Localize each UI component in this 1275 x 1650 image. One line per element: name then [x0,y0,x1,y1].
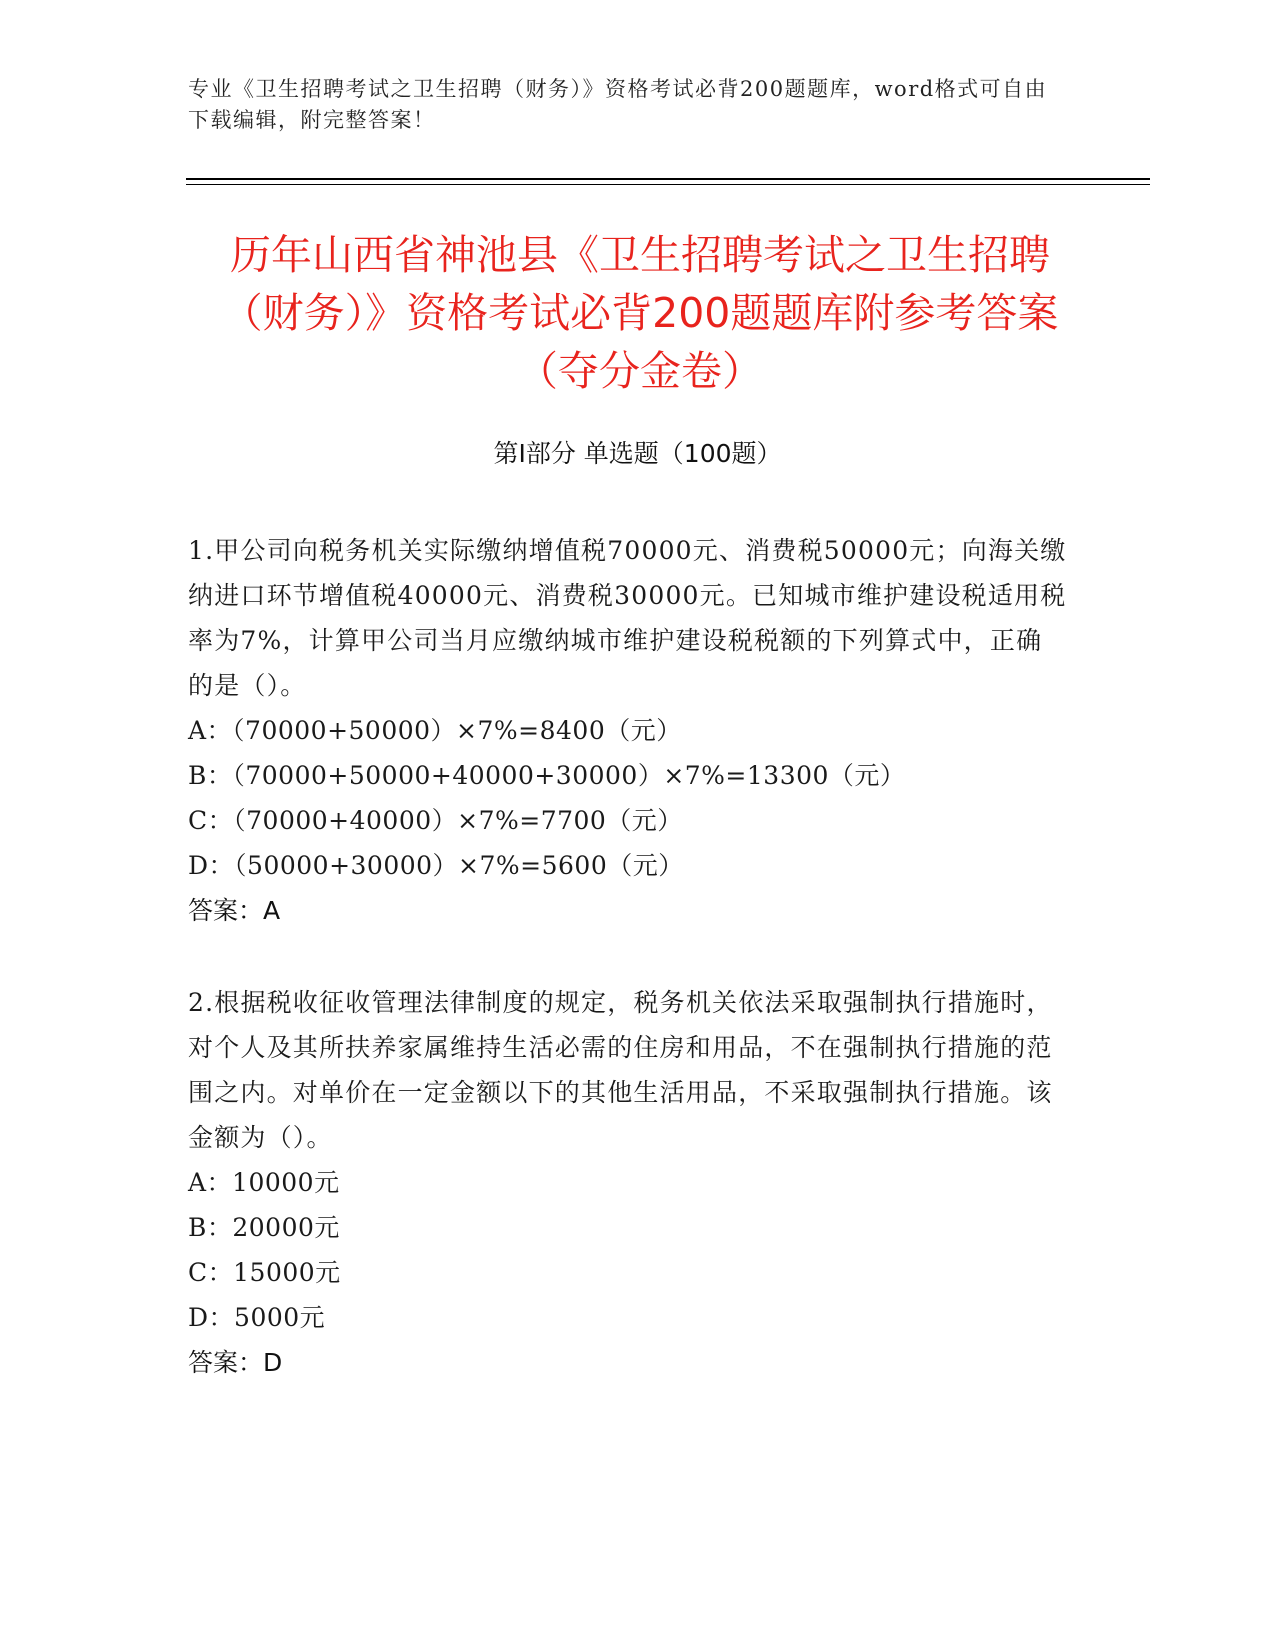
option-a: A：（70000+50000）×7%=8400（元） [188,716,682,745]
option-d: D：（50000+30000）×7%=5600（元） [188,851,684,880]
answer: 答案：D [188,1348,283,1377]
answer: 答案：A [188,896,281,925]
option-a: A：10000元 [188,1168,340,1197]
header-rule-thin [186,184,1150,185]
question-stem: 2.根据税收征收管理法律制度的规定，税务机关依法采取强制执行措施时，对个人及其所扶养家属维持生活必需的住房和用品，不在强制执行措施的范围之内。对单价在一定金额以下的其他生活用品，不采取强制执行措施。该金额为（）。 [188,988,1053,1152]
option-c: C：（70000+40000）×7%=7700（元） [188,806,683,835]
option-b: B：20000元 [188,1213,340,1242]
option-b: B：（70000+50000+40000+30000）×7%=13300（元） [188,761,906,790]
question-1 [188,528,1068,934]
document-title: 历年山西省神池县《卫生招聘考试之卫生招聘（财务）》资格考试必背200题题库附参考答案（夺分金卷） [221,231,1059,395]
header-rule-thick [186,178,1150,180]
option-d: D：5000元 [188,1303,326,1332]
option-c: C：15000元 [188,1258,341,1287]
question-2 [188,980,1068,1386]
header-note: 专业《卫生招聘考试之卫生招聘（财务）》资格考试必背200题题库，word格式可自由下载编辑，附完整答案！ [188,77,1048,132]
section-title: 第Ⅰ部分 单选题（100题） [493,439,782,468]
question-stem: 1.甲公司向税务机关实际缴纳增值税70000元、消费税50000元；向海关缴纳进口环节增值税40000元、消费税30000元。已知城市维护建设税适用税率为7%，计算甲公司当月应缴纳城市维护建设税税额的下列算式中，正确的是（）。 [188,536,1067,700]
